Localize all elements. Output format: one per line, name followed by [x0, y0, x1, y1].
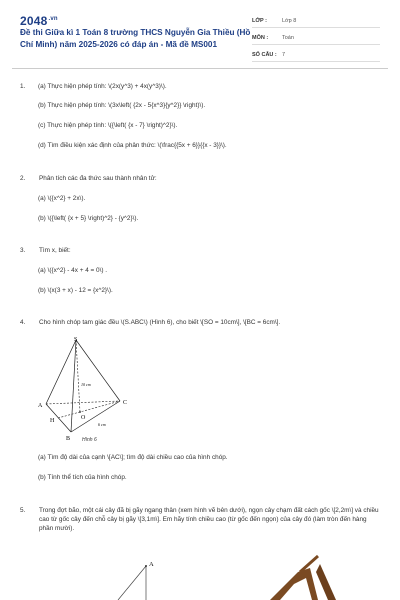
meta-question-count: SỐ CÂU : 7 [252, 48, 380, 62]
question-1-part-d: (d) Tìm điều kiện xác định của phân thức: \(\frac{{5x + 6}}{{x - 3}}\). [38, 142, 227, 149]
label-a: A [38, 403, 43, 409]
question-3-part-a: (a) \({x^2} - 4x + 4 = 0\) . [38, 267, 108, 274]
edge-bc [71, 401, 120, 432]
figure-caption: Hình 6 [82, 437, 97, 443]
label-a-q5: A [149, 561, 154, 568]
question-1-part-b: (b) Thực hiện phép tính: \(3x\left( {2x - 5{x^3}{y^2}} \right)\). [38, 102, 206, 109]
site-logo[interactable]: $2048^{.vn}$ [20, 14, 58, 28]
edge-ac [46, 401, 120, 404]
meta-subject: MÔN : Toán [252, 31, 380, 45]
edge-sb [71, 340, 76, 432]
meta-panel [252, 14, 380, 65]
point-a [145, 565, 147, 567]
label-c: C [123, 400, 128, 406]
edge-sa [46, 340, 76, 404]
label-o: O [81, 415, 86, 421]
height-so [76, 340, 80, 412]
hypotenuse-line [118, 566, 146, 600]
label-6cm: 6 cm [98, 422, 106, 427]
question-3-part-b: (b) \(x(3 + x) - 12 = {x^2}\). [38, 287, 113, 294]
label-h: H [50, 418, 55, 424]
question-4-part-a: (a) Tìm độ dài của cạnh \[AC\]; tìm độ dài chiều cao của hình chóp. [38, 454, 228, 461]
question-1-part-c: (c) Thực hiện phép tính: \({\left( {x - 7} \right)^2}\). [38, 122, 178, 129]
tree-fallen-top [316, 564, 336, 600]
tree-trunk [270, 568, 318, 600]
document-title: Đề thi Giữa kì 1 Toán 8 trường THCS Nguyễn Gia Thiều (Hồ Chí Minh) năm 2025-2026 có đáp án - Mã đề MS001 [20, 28, 251, 49]
edge-sc [76, 340, 120, 401]
question-2-part-a: (a) \({x^2} + 2x\). [38, 195, 86, 202]
header-divider [12, 68, 388, 69]
point-o [79, 411, 81, 413]
question-2-part-b: (b) \({\left( {x + 5} \right)^2} - {y^2}\). [38, 215, 139, 222]
question-1-part-a: (a) Thực hiện phép tính: \(2x(y^3) + 4x(y^3)\). [38, 83, 167, 90]
label-b: B [66, 436, 71, 442]
label-s: S [74, 337, 78, 343]
broken-tree-figure [0, 550, 400, 600]
page-header [0, 0, 400, 66]
question-4-part-b: (b) Tính thể tích của hình chóp. [38, 474, 127, 481]
median-ch [58, 401, 120, 418]
pyramid-figure [36, 334, 136, 446]
meta-class: LỚP : Lớp 8 [252, 14, 380, 28]
label-10cm: 10 cm [81, 382, 91, 387]
